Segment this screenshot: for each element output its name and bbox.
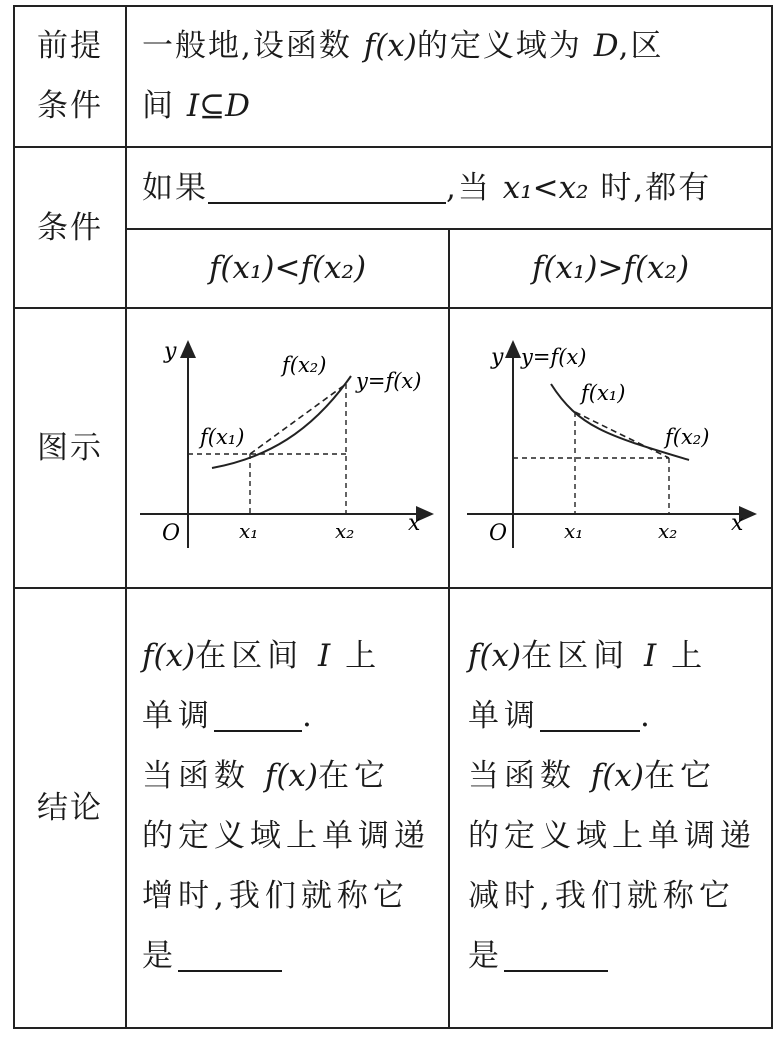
increasing-function-blank[interactable] (178, 932, 282, 972)
condition-text: 如果 ,当 x₁<x₂ 时,都有 (142, 158, 762, 218)
secant-line (575, 412, 669, 458)
x2-label: x₂ (335, 519, 355, 543)
figure-label: 图示 (37, 430, 103, 466)
secant-line (250, 384, 346, 454)
point1-label: f(x₁) (200, 425, 245, 449)
premise-label: 前提 条件 (37, 28, 103, 124)
x1-label: x₁ (564, 519, 584, 543)
conclusion-increasing: f(x)在区间 I 上 单调 . 当函数 f(x)在它 的定义域上单调递 增时,我们就称它 是 (142, 638, 430, 974)
increasing-blank[interactable] (214, 692, 302, 732)
origin-label: O (489, 521, 508, 546)
conclusion-decreasing: f(x)在区间 I 上 单调 . 当函数 f(x)在它 的定义域上单调递 减时,我们就称它 是 (468, 638, 756, 974)
curve-label: y=f(x) (521, 345, 587, 369)
decreasing-blank[interactable] (540, 692, 640, 732)
point1-label: f(x₁) (581, 381, 626, 405)
conclusion-label: 结论 (37, 790, 103, 826)
premise-text: 一般地,设函数 f(x)的定义域为 D,区 间 I⊆D (142, 28, 664, 124)
decreasing-function-blank[interactable] (504, 932, 608, 972)
condition-decreasing: f(x₁)>f(x₂) (531, 250, 690, 286)
decreasing-graph (449, 308, 772, 588)
condition-increasing: f(x₁)<f(x₂) (208, 250, 367, 286)
condition-blank[interactable] (208, 164, 446, 204)
x-axis-label: x (408, 511, 421, 536)
y-axis-label: y (491, 345, 504, 370)
increasing-graph (126, 308, 449, 588)
curve-label: y=f(x) (356, 369, 422, 393)
y-axis-label: y (164, 339, 177, 364)
condition-label: 条件 (37, 210, 103, 246)
point2-label: f(x₂) (665, 425, 710, 449)
x-axis-label: x (731, 511, 744, 536)
point2-label: f(x₂) (282, 353, 327, 377)
x2-label: x₂ (658, 519, 678, 543)
origin-label: O (162, 521, 181, 546)
x1-label: x₁ (239, 519, 259, 543)
